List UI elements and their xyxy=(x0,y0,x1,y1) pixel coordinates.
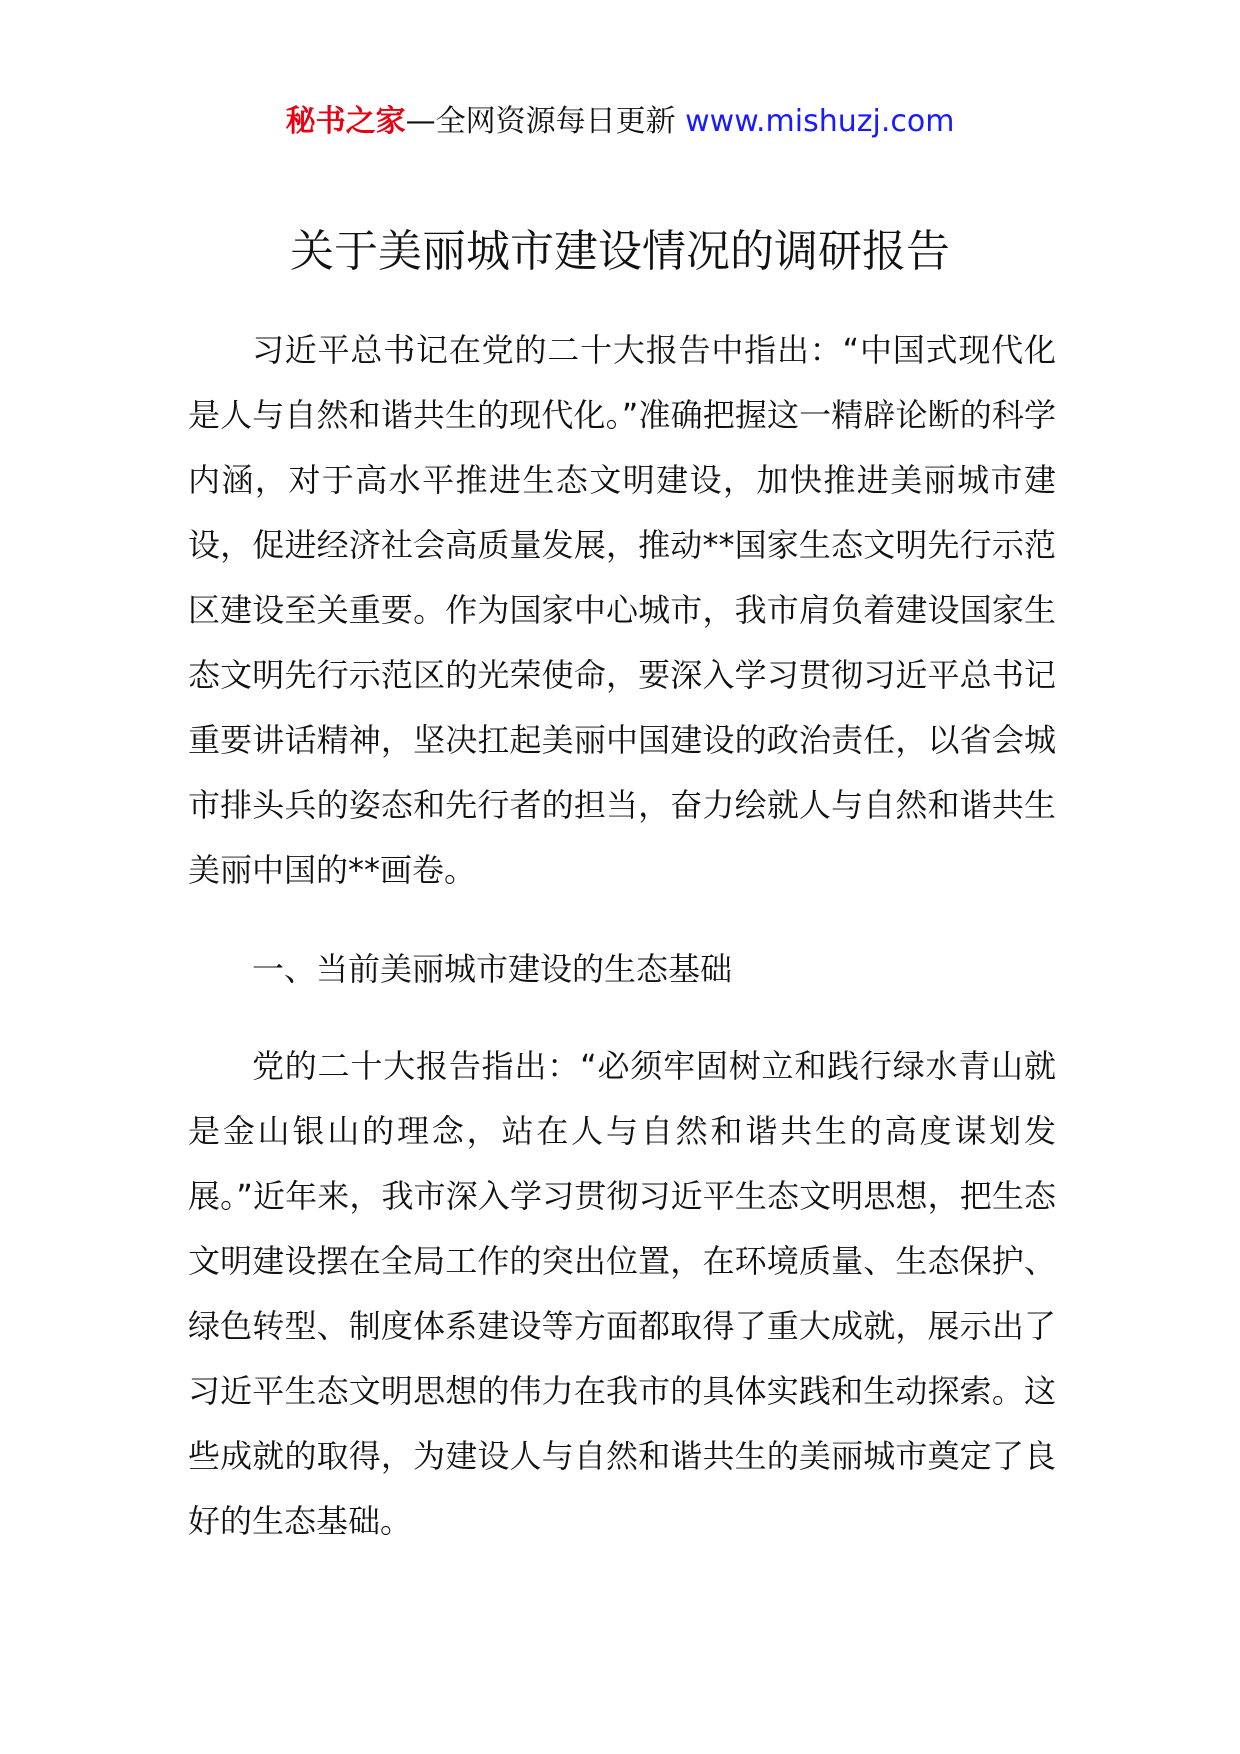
document-title: 关于美丽城市建设情况的调研报告 xyxy=(290,226,950,277)
paragraph-section-1: 党的二十大报告指出：“必须牢固树立和践行绿水青山就是金山银山的理念，站在人与自然和谐共生的高度谋划发展。”近年来，我市深入学习贯彻习近平生态文明思想，把生态文明建设摆在全局工作的突出位置，在环境质量、生态保护、绿色转型、制度体系建设等方面都取得了重大成就，展示出了习近平生态文明思想的伟力在我市的具体实践和生动探索。这些成就的取得，为建设人与自然和谐共生的美丽城市奠定了良好的生态基础。 xyxy=(188,1047,1056,1540)
brand-name: 秘书之家 xyxy=(285,104,406,139)
section-heading: 一、当前美丽城市建设的生态基础 xyxy=(252,950,733,988)
header-tagline: —全网资源每日更新 xyxy=(405,104,676,139)
paragraph-intro: 习近平总书记在党的二十大报告中指出：“中国式现代化是人与自然和谐共生的现代化。”准确把握这一精辟论断的科学内涵，对于高水平推进生态文明建设，加快推进美丽城市建设，促进经济社会高质量发展，推动**国家生态文明先行示范区建设至关重要。作为国家中心城市，我市肩负着建设国家生态文明先行示范区的光荣使命，要深入学习贯彻习近平总书记重要讲话精神，坚决扛起美丽中国建设的政治责任，以省会城市排头兵的姿态和先行者的担当，奋力绘就人与自然和谐共生美丽中国的**画卷。 xyxy=(188,331,1056,889)
site-url-link[interactable]: www.mishuzj.com xyxy=(685,104,955,139)
site-header xyxy=(0,100,1240,144)
